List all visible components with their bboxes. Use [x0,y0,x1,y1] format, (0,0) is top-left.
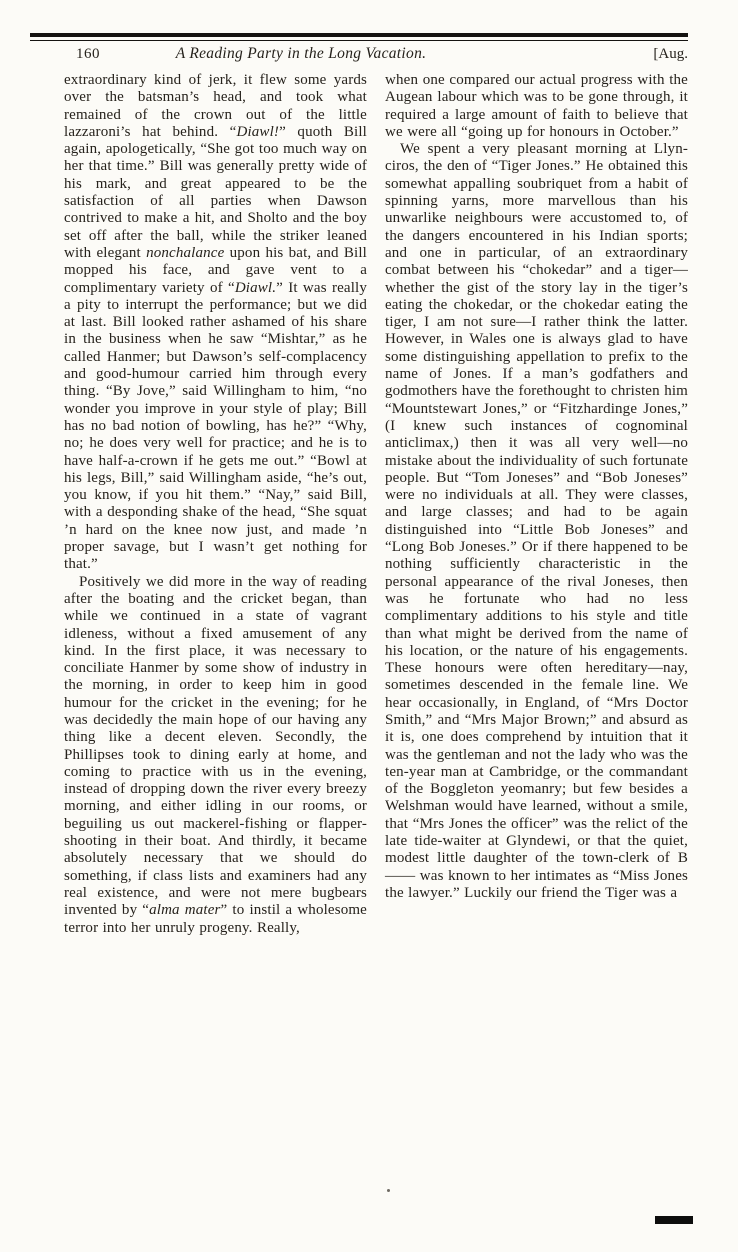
italic-text: nonchalance [146,244,225,261]
paragraph [64,72,367,574]
header-double-rule [30,33,688,41]
printer-ink-mark [655,1216,693,1224]
italic-text: Diawl! [236,123,280,140]
paragraph [385,141,688,902]
paragraph [64,574,367,937]
paper-speck [387,1189,390,1192]
italic-text: Diawl. [234,279,277,296]
body-text: extraordinary kind of jerk, it flew some yards over the batsman’s head, and took what remained of the crown out of the little lazzaroni’s hat behind. “ [64,72,367,140]
body-text: ” quoth Bill again, apologetically, “She got too much way on her that time.” Bill was generally pretty wide of his mark, and great appeared to be the satisfaction of all parties when Dawson contrived to make a hit, and Sholto and the boy set off after the ball, while the striker leaned with elegant [64,123,367,261]
body-text: upon his bat, and Bill mopped his face, and gave vent to a complimentary variety of “ [64,244,367,296]
column-left [64,72,367,937]
running-title: A Reading Party in the Long Vacation. [175,45,427,62]
text-columns [64,72,688,937]
column-right [385,72,688,937]
body-text: ” to instil a wholesome terror into her unruly progeny. Really, [64,902,367,936]
body-text: when one compared our actual progress with the Augean labour which was to be gone through, it required a large amount of faith to believe that we were all “going up for honours in October.” [385,72,688,140]
body-text: Positively we did more in the way of reading after the boating and the cricket began, than while we continued in a state of vagrant idleness, without a fixed amusement of any kind. In the first place, it was necessary to conciliate Hanmer by some show of industry in the morning, in order to keep him in good humour for the cricket in the evening; for he was decidedly the main hope of our having any thing like a decent eleven. Secondly, the Phillipses took to dining early at home, and coming to practice with us in the evening, instead of dropping down the river every breezy morning, and either idling in our rooms, or beguiling us out mackerel-fishing or flapper-shooting in their boat. And thirdly, it became absolutely necessary that we should do something, if class lists and examiners had any real existence, and were not mere bugbears invented by “ [64,573,367,919]
paragraph [385,72,688,141]
body-text: We spent a very pleasant morning at Llyn-ciros, the den of “Tiger Jones.” He obtained this somewhat appalling soubriquet from a habit of spinning yarns, more marvellous than his unwarlike neighbours were accustomed to, of the dangers encountered in his Indian sports; and one in particular, of an extraordinary combat between his “chokedar” and a tiger—whether the gist of the story lay in the tiger’s eating the chokedar, or the chokedar eating the tiger, I am not sure—I rather think the latter. However, in Wales one is always glad to have some distinguishing appellation to prefix to the name of Jones. If a man’s godfathers and godmothers have the forethought to christen him “Mountstewart Jones,” or “Fitzhardinge Jones,” (I knew such instances of cognominal anticlimax,) then it was all very well—no mistake about the individuality of such fortunate people. But “Tom Joneses” and “Bob Joneses” were no individuals at all. They were classes, and large classes; and had to be again distinguished into “Little Bob Joneses” and “Long Bob Joneses.” Or if there happened to be nothing sufficiently characteristic in the personal appearance of the rival Joneses, then was he fortunate who had no less complimentary additions to his style and title than what might be derived from the name of his location, or the nature of his engagements. These honours were often hereditary—nay, sometimes descended in the female line. We hear occasionally, in England, of “Mrs Doctor Smith,” and “Mrs Major Brown;” and absurd as it is, one does comprehend by intuition that it was the gentleman and not the lady who was the ten-year man at Cambridge, or the commandant of the Boggleton yeomanry; but few besides a Welshman would have learned, without a smile, that “Mrs Jones the officer” was the relict of the late tide-waiter at Glyndewi, or that the quiet, modest little daughter of the town-clerk of B—— was known to her intimates as “Miss Jones the lawyer.” Luckily our friend the Tiger was a [385,141,688,901]
italic-text: alma mater [149,902,221,919]
issue-label: [Aug. [653,46,688,62]
body-text: ” It was really a pity to interrupt the performance; but we did at last. Bill looked rather ashamed of his share in the business when he saw “Mishtar,” as he called Hanmer; but Dawson’s self-complacency and good-humour carried him through every thing. “By Jove,” said Willingham to him, “no wonder you improve in your style of play; Bill has no bad notion of bowling, has he?” “Why, no; he does very well for practice; and he is to have half-a-crown if he gets me out.” “Bowl at his legs, Bill,” said Willingham aside, “he’s out, you know, if you hit them.” “Nay,” said Bill, with a desponding shake of the head, “She squat ’n hard on the knee now just, and made ’n proper savage, but I wasn’t get nothing for that.” [64,279,367,573]
page-number: 160 [76,46,100,62]
